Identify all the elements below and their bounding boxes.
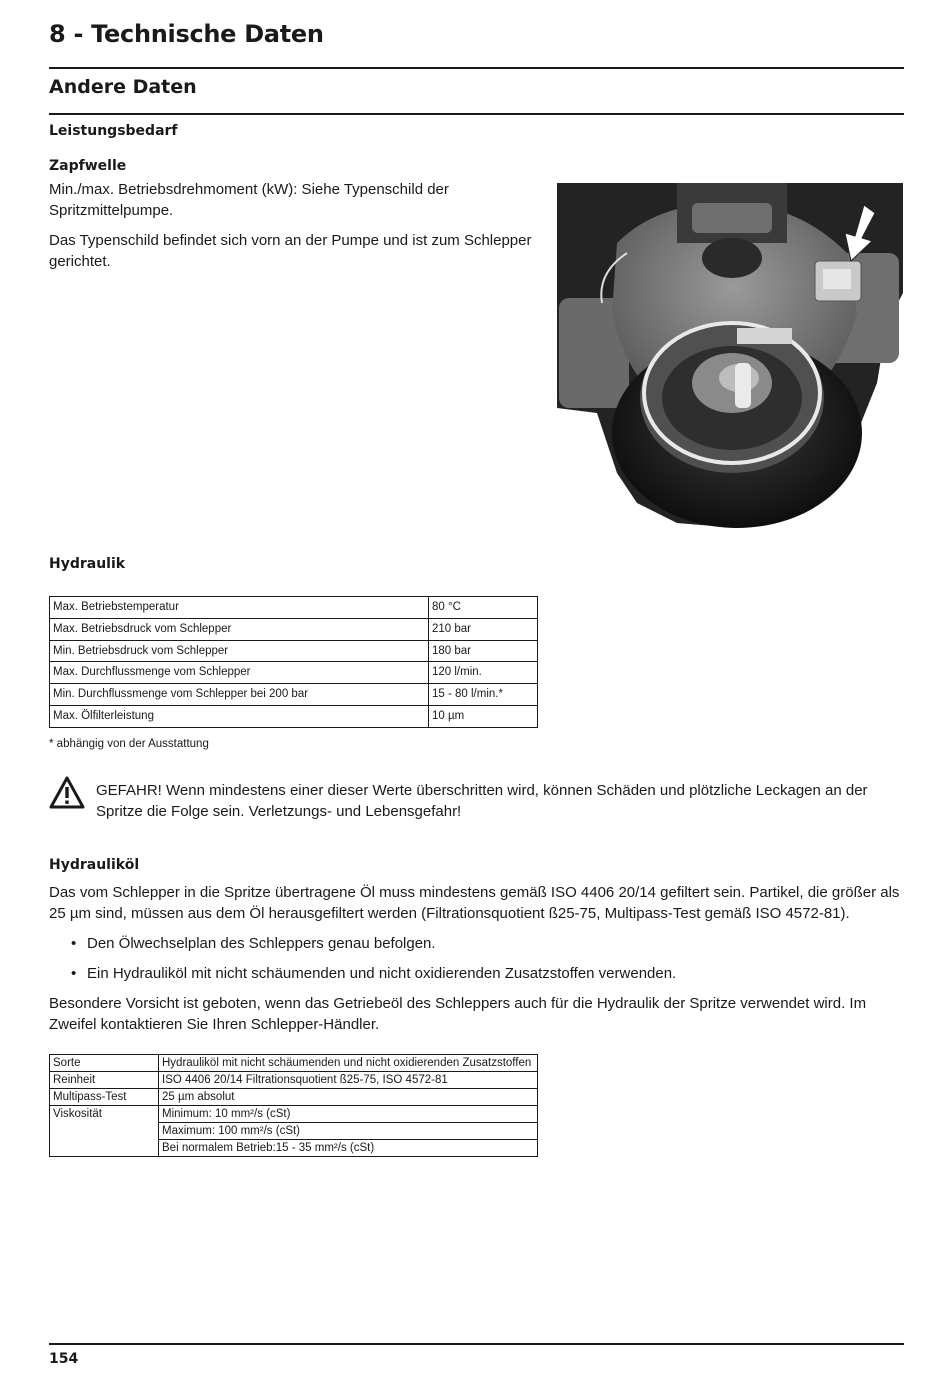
hydraulics-heading: Hydraulik: [49, 556, 126, 572]
bullet-icon: •: [71, 935, 77, 952]
bullet-icon: •: [71, 965, 77, 982]
pto-paragraph-2: Das Typenschild befindet sich vorn an der Pumpe und ist zum Schlepper gerichtet.: [49, 232, 532, 270]
oil-value-cell: 25 µm absolut: [159, 1089, 538, 1106]
oil-value-cell: Bei normalem Betrieb:15 - 35 mm²/s (cSt): [159, 1140, 538, 1157]
pto-heading: Zapfwelle: [49, 158, 127, 174]
oil-paragraph-1: Das vom Schlepper in die Spritze übertragene Öl muss mindestens gemäß ISO 4406 20/14 gefiltert sein. Partikel, die größer als 25 µm sind, müssen aus dem Öl herausgefiltert werden (Filtrationsquotient ß25-75, Multipass-Test gemäß ISO 4572-81).: [49, 884, 900, 922]
list-item: [49, 963, 904, 984]
pump-photo-graphic: [557, 183, 903, 529]
table-row: [50, 1089, 538, 1106]
table-row: [50, 1072, 538, 1089]
table-row: [50, 640, 538, 662]
hydraulics-label-cell: Min. Durchflussmenge vom Schlepper bei 200 bar: [50, 684, 429, 706]
hydraulics-value-cell: 210 bar: [429, 618, 538, 640]
oil-heading: Hydrauliköl: [49, 857, 140, 873]
power-heading: Leistungsbedarf: [49, 123, 178, 139]
warning-icon: [49, 776, 85, 810]
oil-bullet-list: [49, 933, 904, 993]
hydraulics-value-cell: 120 l/min.: [429, 662, 538, 684]
oil-value-cell: Minimum: 10 mm²/s (cSt): [159, 1106, 538, 1123]
header-rule: [49, 67, 904, 69]
hydraulics-value-cell: 180 bar: [429, 640, 538, 662]
oil-label-cell: Reinheit: [50, 1072, 159, 1089]
table-row: [50, 684, 538, 706]
hydraulics-label-cell: Max. Durchflussmenge vom Schlepper: [50, 662, 429, 684]
hydraulics-label-cell: Max. Betriebstemperatur: [50, 597, 429, 619]
pump-photo: [557, 183, 903, 529]
table-row: [50, 618, 538, 640]
section-title: Andere Daten: [49, 76, 197, 98]
hydraulics-value-cell: 80 °C: [429, 597, 538, 619]
hydraulics-label-cell: Max. Ölfilterleistung: [50, 705, 429, 727]
hydraulics-value-cell: 10 µm: [429, 705, 538, 727]
hydraulics-label-cell: Max. Betriebsdruck vom Schlepper: [50, 618, 429, 640]
list-item-text: Den Ölwechselplan des Schleppers genau befolgen.: [87, 935, 436, 952]
oil-value-cell: Maximum: 100 mm²/s (cSt): [159, 1123, 538, 1140]
pto-paragraph-1: Min./max. Betriebsdrehmoment (kW): Siehe Typenschild der Spritzmittelpumpe.: [49, 181, 449, 219]
hydraulics-value-cell: 15 - 80 l/min.*: [429, 684, 538, 706]
warning-text: GEFAHR! Wenn mindestens einer dieser Werte überschritten wird, können Schäden und plötzliche Leckagen an der Spritze die Folge sein. Verletzungs- und Lebensgefahr!: [96, 782, 868, 820]
oil-paragraph-2: Besondere Vorsicht ist geboten, wenn das Getriebeöl des Schleppers auch für die Hydraulik der Spritze verwendet wird. Im Zweifel kontaktieren Sie Ihren Schlepper-Händler.: [49, 995, 867, 1033]
list-item-text: Ein Hydrauliköl mit nicht schäumenden und nicht oxidierenden Zusatzstoffen verwenden.: [87, 965, 677, 982]
hydraulics-label-cell: Min. Betriebsdruck vom Schlepper: [50, 640, 429, 662]
page-number: 154: [49, 1351, 79, 1367]
list-item: [49, 933, 904, 954]
oil-label-cell: Viskosität: [50, 1106, 159, 1157]
chapter-title: 8 - Technische Daten: [49, 20, 324, 48]
footer-rule: [49, 1343, 904, 1345]
oil-value-cell: Hydrauliköl mit nicht schäumenden und nicht oxidierenden Zusatzstoffen: [159, 1055, 538, 1072]
table-row: [50, 597, 538, 619]
table-row: [50, 1106, 538, 1123]
table-row: [50, 662, 538, 684]
table-row: [50, 705, 538, 727]
oil-value-cell: ISO 4406 20/14 Filtrationsquotient ß25-75, ISO 4572-81: [159, 1072, 538, 1089]
table-row: [50, 1055, 538, 1072]
hydraulics-table: [49, 596, 538, 728]
oil-table: [49, 1054, 538, 1157]
oil-label-cell: Sorte: [50, 1055, 159, 1072]
section-rule: [49, 113, 904, 115]
hydraulics-footnote: * abhängig von der Ausstattung: [49, 738, 209, 750]
oil-label-cell: Multipass-Test: [50, 1089, 159, 1106]
